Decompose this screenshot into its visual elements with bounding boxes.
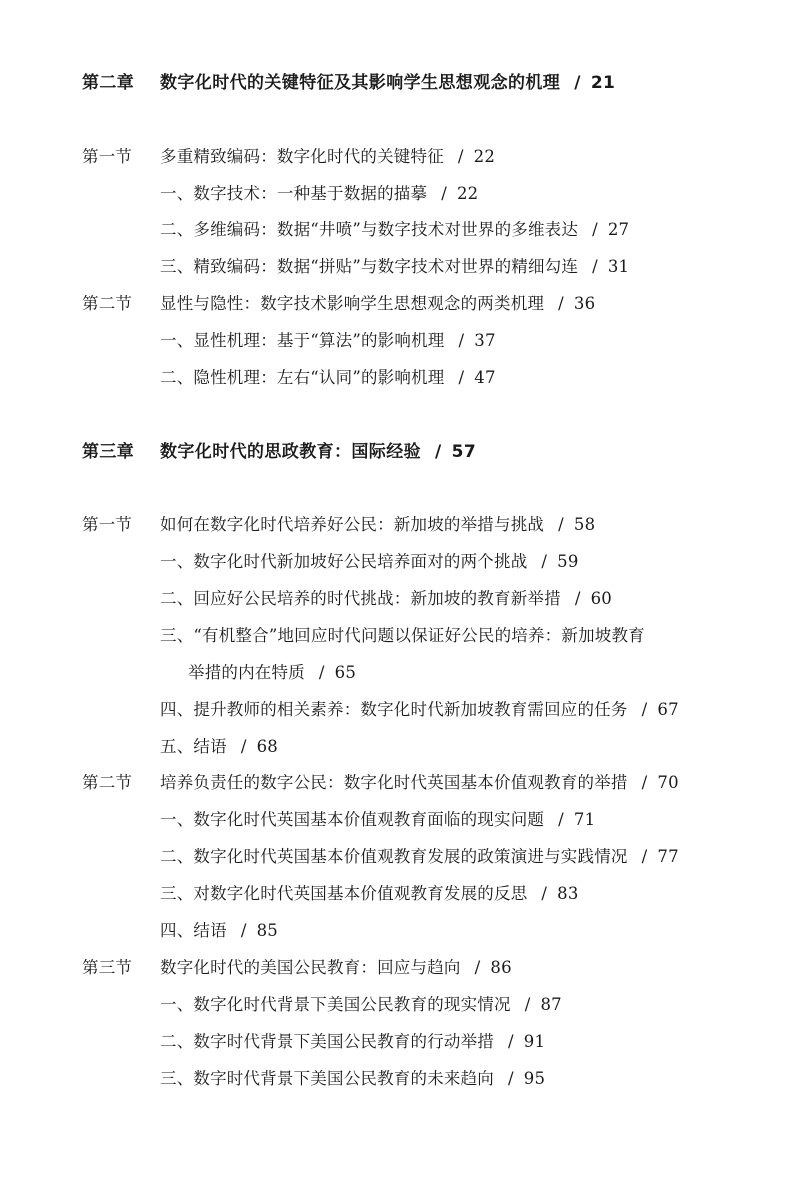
item-title: 一、数字化时代新加坡好公民培养面对的两个挑战 [160,552,528,571]
toc-item[interactable] [160,625,645,647]
toc-item[interactable] [160,699,679,721]
item-title: 四、提升教师的相关素养：数字化时代新加坡教育需回应的任务 [160,700,628,719]
toc-item[interactable] [160,219,629,241]
section-title: 显性与隐性：数字技术影响学生思想观念的两类机理 [160,294,545,313]
section-title: 数字化时代的美国公民教育：回应与趋向 [160,958,461,977]
page-number: 95 [523,1069,546,1088]
toc-item[interactable] [160,183,478,205]
page-separator: / [508,1032,514,1051]
page-number: 22 [473,147,496,166]
toc-section[interactable] [82,514,595,536]
toc-item[interactable] [160,367,496,389]
page-number: 27 [607,220,630,239]
page-separator: / [441,184,447,203]
page-number: 21 [590,73,616,93]
item-title: 二、数字化时代英国基本价值观教育发展的政策演进与实践情况 [160,847,628,866]
page-number: 91 [523,1032,546,1051]
section-label: 第三节 [82,958,133,977]
page-number: 68 [256,737,278,756]
item-title: 二、回应好公民培养的时代挑战：新加坡的教育新举措 [160,589,561,608]
toc-chapter-2[interactable] [82,72,615,94]
section-title: 如何在数字化时代培养好公民：新加坡的举措与挑战 [160,515,545,534]
page-separator: / [435,442,442,462]
toc-item[interactable] [160,920,278,942]
toc-item[interactable] [160,1068,545,1090]
item-title: 三、数字时代背景下美国公民教育的未来趋向 [160,1069,494,1088]
toc-section[interactable] [82,957,512,979]
toc-item[interactable] [160,846,679,868]
page-number: 85 [256,921,278,940]
page-number: 70 [657,773,679,792]
toc-item[interactable] [160,994,562,1016]
toc-item[interactable] [160,736,278,758]
item-title: 三、“有机整合”地回应时代问题以保证好公民的培养：新加坡教育 [160,626,645,645]
page-number: 59 [557,552,579,571]
chapter-title: 数字化时代的思政教育：国际经验 [160,442,421,462]
page-separator: / [508,1069,514,1088]
toc-section[interactable] [82,772,679,794]
page-separator: / [458,331,465,350]
page-separator: / [574,589,581,608]
toc-section[interactable] [82,146,495,168]
page-number: 83 [557,884,579,903]
page-separator: / [240,921,247,940]
page-separator: / [541,884,548,903]
page-separator: / [474,958,481,977]
page-separator: / [574,73,581,93]
item-title: 二、多维编码：数据“井喷”与数字技术对世界的多维表达 [160,220,579,239]
page-number: 37 [474,331,496,350]
item-title-continuation: 举措的内在特质 [188,663,305,682]
page-separator: / [641,773,648,792]
toc-item[interactable] [160,256,629,278]
page-number: 47 [474,368,496,387]
item-title: 一、数字技术：一种基于数据的描摹 [160,184,428,203]
page-number: 31 [607,257,630,276]
toc-item[interactable] [160,1031,545,1053]
page-separator: / [641,700,648,719]
page-separator: / [558,294,564,313]
page-number: 71 [573,810,596,829]
toc-chapter-3[interactable] [82,441,476,463]
item-title: 一、显性机理：基于“算法”的影响机理 [160,331,445,350]
page-separator: / [240,737,247,756]
item-title: 五、结语 [160,737,227,756]
item-title: 二、数字时代背景下美国公民教育的行动举措 [160,1032,494,1051]
page-number: 60 [590,589,612,608]
page-separator: / [558,810,564,829]
item-title: 一、数字化时代背景下美国公民教育的现实情况 [160,995,511,1014]
page-number: 77 [657,847,679,866]
item-title: 一、数字化时代英国基本价值观教育面临的现实问题 [160,810,545,829]
toc-item[interactable] [160,588,612,610]
page-number: 65 [334,663,357,682]
item-title: 三、对数字化时代英国基本价值观教育发展的反思 [160,884,528,903]
page-number: 36 [573,294,596,313]
item-title: 二、隐性机理：左右“认同”的影响机理 [160,368,445,387]
chapter-label: 第三章 [82,442,135,462]
page-separator: / [524,995,531,1014]
page-separator: / [457,147,464,166]
section-title: 多重精致编码：数字化时代的关键特征 [160,147,444,166]
page-number: 67 [657,700,679,719]
item-title: 四、结语 [160,921,227,940]
page-separator: / [458,368,465,387]
chapter-title: 数字化时代的关键特征及其影响学生思想观念的机理 [160,73,561,93]
section-label: 第二节 [82,773,133,792]
page-number: 86 [490,958,512,977]
chapter-label: 第二章 [82,73,135,93]
page-separator: / [318,663,325,682]
page-separator: / [558,515,564,534]
page-number: 57 [451,442,477,462]
page-number: 22 [456,184,479,203]
page-separator: / [592,257,598,276]
page-separator: / [592,220,598,239]
section-label: 第二节 [82,294,133,313]
page-separator: / [641,847,648,866]
toc-item-continuation[interactable] [188,662,356,684]
toc-item[interactable] [160,330,496,352]
item-title: 三、精致编码：数据“拼贴”与数字技术对世界的精细勾连 [160,257,579,276]
toc-item[interactable] [160,809,595,831]
section-label: 第一节 [82,515,133,534]
toc-item[interactable] [160,551,579,573]
page-number: 87 [540,995,562,1014]
section-label: 第一节 [82,147,133,166]
toc-section[interactable] [82,293,595,315]
toc-item[interactable] [160,883,579,905]
page-number: 58 [573,515,596,534]
page-separator: / [541,552,548,571]
section-title: 培养负责任的数字公民：数字化时代英国基本价值观教育的举措 [160,773,628,792]
